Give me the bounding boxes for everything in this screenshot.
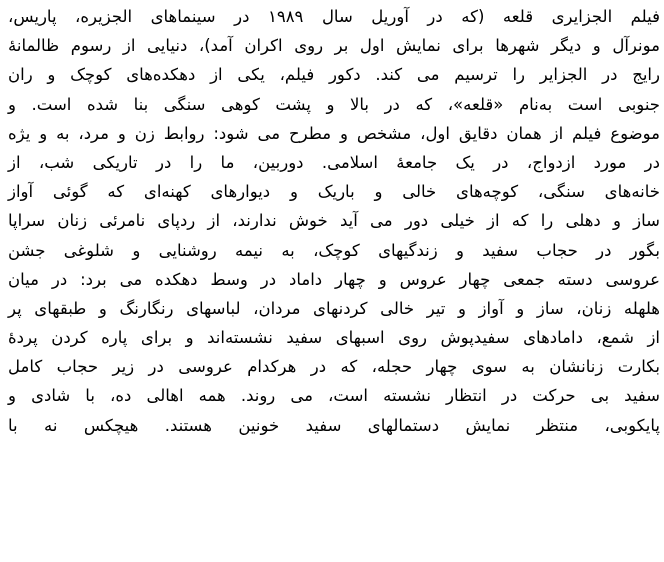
text-line-14: سفید بی حرکت در انتظار نشسته است، می روند. همه اهالی ده، با شادی و	[8, 386, 660, 406]
paragraph-text	[8, 2, 660, 440]
text-line-15: پایکوبی، منتظر نمایش دستمالهای سفید خونین هستند. هیچکس نه با	[8, 415, 660, 435]
text-line-6: در مورد ازدواج، در یک جامعهٔ اسلامی. دوربین، ما را در تاریکی شب، از	[8, 152, 660, 172]
text-line-5: موضوع فیلم از همان دقایق اول، مشخص و مطرح می شود: روابط زن و مرد، به و یژه	[8, 123, 660, 143]
text-line-10: عروسی دسته جمعی چهار عروس و چهار داماد در وسط دهکده می برد: در میان	[8, 269, 660, 289]
text-line-7: خانه‌های سنگی، کوچه‌های خالی و باریک و دیوارهای کهنه‌ای که گوئی آواز	[8, 182, 660, 202]
text-line-13: بکارت زنانشان به سوی چهار حجله، که در هرکدام عروسی در زیر حجاب کامل	[8, 357, 660, 377]
text-line-4: جنوبی است به‌نام «قلعه»، که در بالا و پشت کوهی سنگی بنا شده است. و	[8, 94, 660, 114]
text-line-8: ساز و دهلی را که از خیلی دور می آید خوش ندارند، از ردپای نامرئی زنان سراپا	[8, 211, 660, 231]
text-line-1: فیلم الجزایری قلعه (که در آوریل سال ۱۹۸۹ در سینماهای الجزیره، پاریس،	[8, 7, 660, 26]
text-line-3: رایج در الجزایر را ترسیم می کند. دکور فیلم، یکی از دهکده‌های کوچک و ران	[8, 65, 660, 85]
text-line-11: هلهله زنان، ساز و آواز و تیر خالی کردنهای مردان، لباسهای رنگارنگ و طبقهای پر	[8, 298, 660, 318]
text-line-9: بگور در حجاب سفید و زندگیهای کوچک، به نیمه روشنایی و شلوغی جشن	[8, 240, 660, 260]
text-line-12: از شمع، دامادهای سفیدپوش روی اسبهای سفید نشسته‌اند و برای پاره کردن پردهٔ	[8, 328, 660, 348]
text-line-2: مونرآل و دیگر شهرها برای نمایش اول بر روی اکران آمد)، دنیایی از رسوم ظالمانهٔ	[8, 36, 660, 56]
